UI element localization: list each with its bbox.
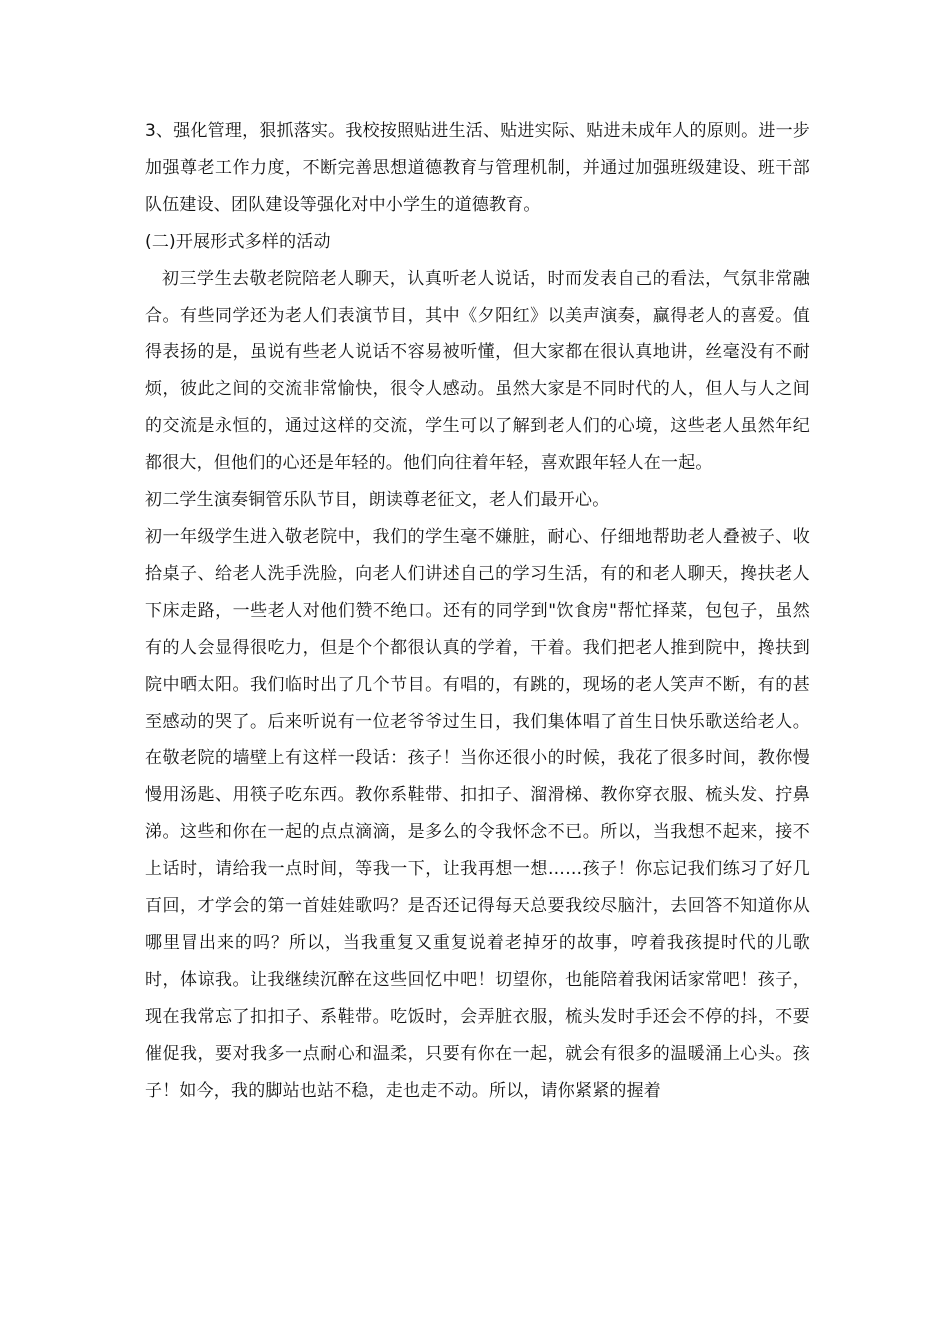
paragraph-grade-one: 初一年级学生进入敬老院中，我们的学生毫不嫌脏，耐心、仔细地帮助老人叠被子、收拾桌子、给老人洗手洗脸，向老人们讲述自己的学习生活，有的和老人聊天，搀扶老人下床走路，一些老人对他们赞不绝口。还有的同学到"饮食房"帮忙择菜，包包子，虽然有的人会显得很吃力，但是个个都很认真的学着，干着。我们把老人推到院中，搀扶到院中晒太阳。我们临时出了几个节目。有唱的，有跳的，现场的老人笑声不断，有的甚至感动的哭了。后来听说有一位老爷爷过生日，我们集体唱了首生日快乐歌送给老人。在敬老院的墙壁上有这样一段话：孩子！当你还很小的时候，我花了很多时间，教你慢慢用汤匙、用筷子吃东西。教你系鞋带、扣扣子、溜滑梯、教你穿衣服、梳头发、拧鼻涕。这些和你在一起的点点滴滴，是多么的令我怀念不已。所以，当我想不起来，接不上话时，请给我一点时间，等我一下，让我再想一想……孩子！你忘记我们练习了好几百回，才学会的第一首娃娃歌吗？是否还记得每天总要我绞尽脑汁，去回答不知道你从哪里冒出来的吗？所以，当我重复又重复说着老掉牙的故事，哼着我孩提时代的儿歌时，体谅我。让我继续沉醉在这些回忆中吧！切望你，也能陪着我闲话家常吧！孩子，现在我常忘了扣扣子、系鞋带。吃饭时，会弄脏衣服，梳头发时手还会不停的抖，不要催促我，要对我多一点耐心和温柔，只要有你在一起，就会有很多的温暖涌上心头。孩子！如今，我的脚站也站不稳，走也走不动。所以，请你紧紧的握着 xyxy=(145,526,810,1101)
paragraph-grade-three: 初三学生去敬老院陪老人聊天，认真听老人说话，时而发表自己的看法，气氛非常融合。有些同学还为老人们表演节目，其中《夕阳红》以美声演奏，赢得老人的喜爱。值得表扬的是，虽说有些老人说话不容易被听懂，但大家都在很认真地讲，丝毫没有不耐烦，彼此之间的交流非常愉快，很令人感动。虽然大家是不同时代的人，但人与人之间的交流是永恒的，通过这样的交流，学生可以了解到老人们的心境，这些老人虽然年纪都很大，但他们的心还是年轻的。他们向往着年轻，喜欢跟年轻人在一起。 xyxy=(145,268,810,474)
paragraph-grade-two: 初二学生演奏铜管乐队节目，朗读尊老征文，老人们最开心。 xyxy=(145,490,610,511)
section-heading: (二)开展形式多样的活动 xyxy=(145,231,331,252)
paragraph-management: 3、强化管理，狠抓落实。我校按照贴进生活、贴进实际、贴进未成年人的原则。进一步加强尊老工作力度，不断完善思想道德教育与管理机制，并通过加强班级建设、班干部队伍建设、团队建设等强化对中小学生的道德教育。 xyxy=(145,121,810,215)
document-body xyxy=(145,113,810,1109)
